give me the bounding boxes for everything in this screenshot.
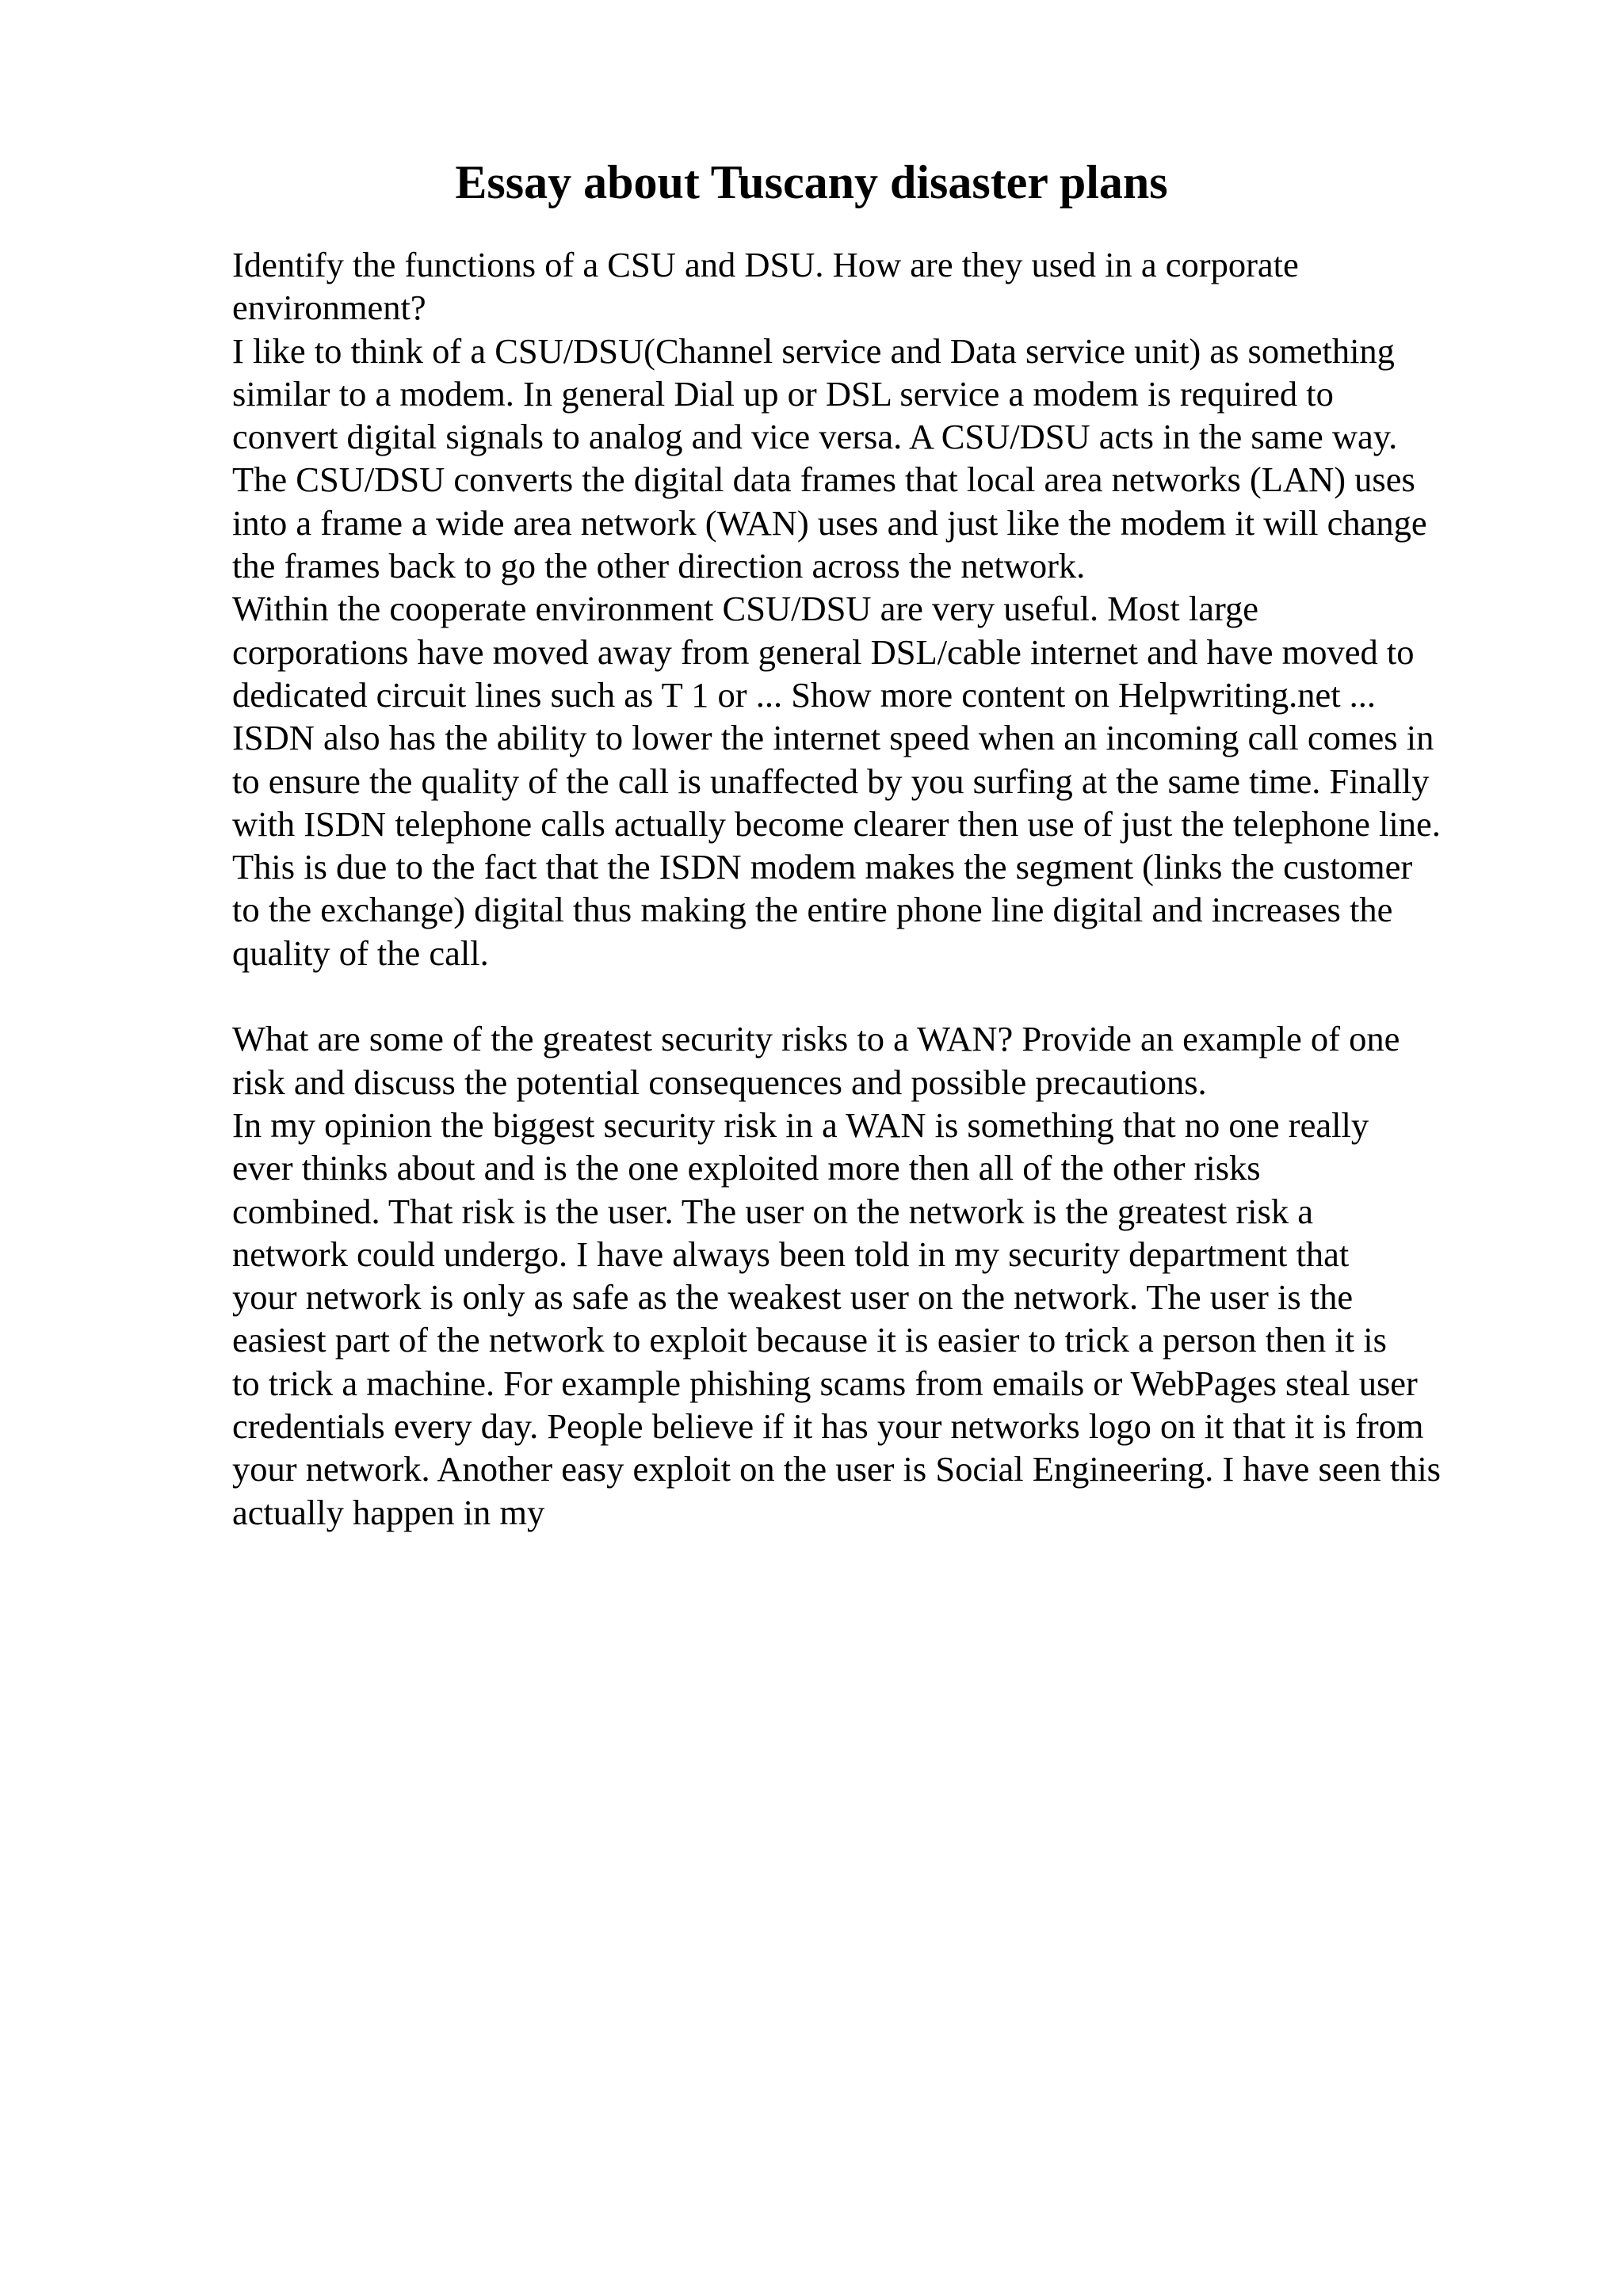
answer-1-line: similar to a modem. In general Dial up or DSL service a modem is required to xyxy=(232,373,1334,414)
answer-1-line: to ensure the quality of the call is unaffected by you surfing at the same time. Finally xyxy=(232,761,1430,801)
answer-1-line: with ISDN telephone calls actually become clearer then use of just the telephone line. xyxy=(232,803,1441,844)
answer-1-line: ISDN also has the ability to lower the internet speed when an incoming call comes in xyxy=(232,718,1434,758)
answer-2-line: In my opinion the biggest security risk in a WAN is something that no one really xyxy=(232,1104,1369,1145)
answer-1-line: to the exchange) digital thus making the entire phone line digital and increases the xyxy=(232,890,1393,930)
question-2-line: What are some of the greatest security risks to a WAN? Provide an example of one xyxy=(232,1019,1400,1059)
question-1-line: environment? xyxy=(232,288,426,328)
paragraph-spacer xyxy=(232,974,1579,1017)
answer-1-line: dedicated circuit lines such as T 1 or ... Show more content on Helpwriting.net ... xyxy=(232,674,1377,715)
question-1-line: Identify the functions of a CSU and DSU. How are they used in a corporate xyxy=(232,245,1299,284)
answer-1-line: into a frame a wide area network (WAN) uses and just like the modem it will change xyxy=(232,502,1427,543)
answer-2-line: your network is only as safe as the weakest user on the network. The user is the xyxy=(232,1277,1354,1318)
answer-1-line: quality of the call. xyxy=(232,933,489,973)
answer-1-line: Within the cooperate environment CSU/DSU are very useful. Most large xyxy=(232,589,1258,629)
document-title: Essay about Tuscany disaster plans xyxy=(455,156,1168,208)
question-2-line: risk and discuss the potential consequences and possible precautions. xyxy=(232,1062,1207,1102)
answer-2-line: your network. Another easy exploit on the user is Social Engineering. I have seen this xyxy=(232,1449,1441,1489)
answer-1-line: This is due to the fact that the ISDN modem makes the segment (links the customer xyxy=(232,847,1413,887)
answer-2-line: credentials every day. People believe if it has your networks logo on it that it is from xyxy=(232,1406,1424,1447)
answer-2-line: to trick a machine. For example phishing scams from emails or WebPages steal user xyxy=(232,1363,1418,1403)
answer-1-line: The CSU/DSU converts the digital data frames that local area networks (LAN) uses xyxy=(232,460,1415,500)
document-body xyxy=(232,243,1579,1534)
answer-2-line: easiest part of the network to exploit because it is easier to trick a person then it is xyxy=(232,1320,1387,1360)
answer-2-line: combined. That risk is the user. The user on the network is the greatest risk a xyxy=(232,1191,1313,1231)
answer-1-line: I like to think of a CSU/DSU(Channel service and Data service unit) as something xyxy=(232,330,1395,371)
answer-1-line: the frames back to go the other direction across the network. xyxy=(232,546,1086,586)
answer-1-line: corporations have moved away from general DSL/cable internet and have moved to xyxy=(232,631,1415,672)
answer-1-line: convert digital signals to analog and vice versa. A CSU/DSU acts in the same way. xyxy=(232,417,1398,457)
answer-2-line: ever thinks about and is the one exploited more then all of the other risks xyxy=(232,1148,1261,1188)
answer-2-line: actually happen in my xyxy=(232,1492,545,1532)
answer-2-line: network could undergo. I have always been told in my security department that xyxy=(232,1234,1350,1274)
